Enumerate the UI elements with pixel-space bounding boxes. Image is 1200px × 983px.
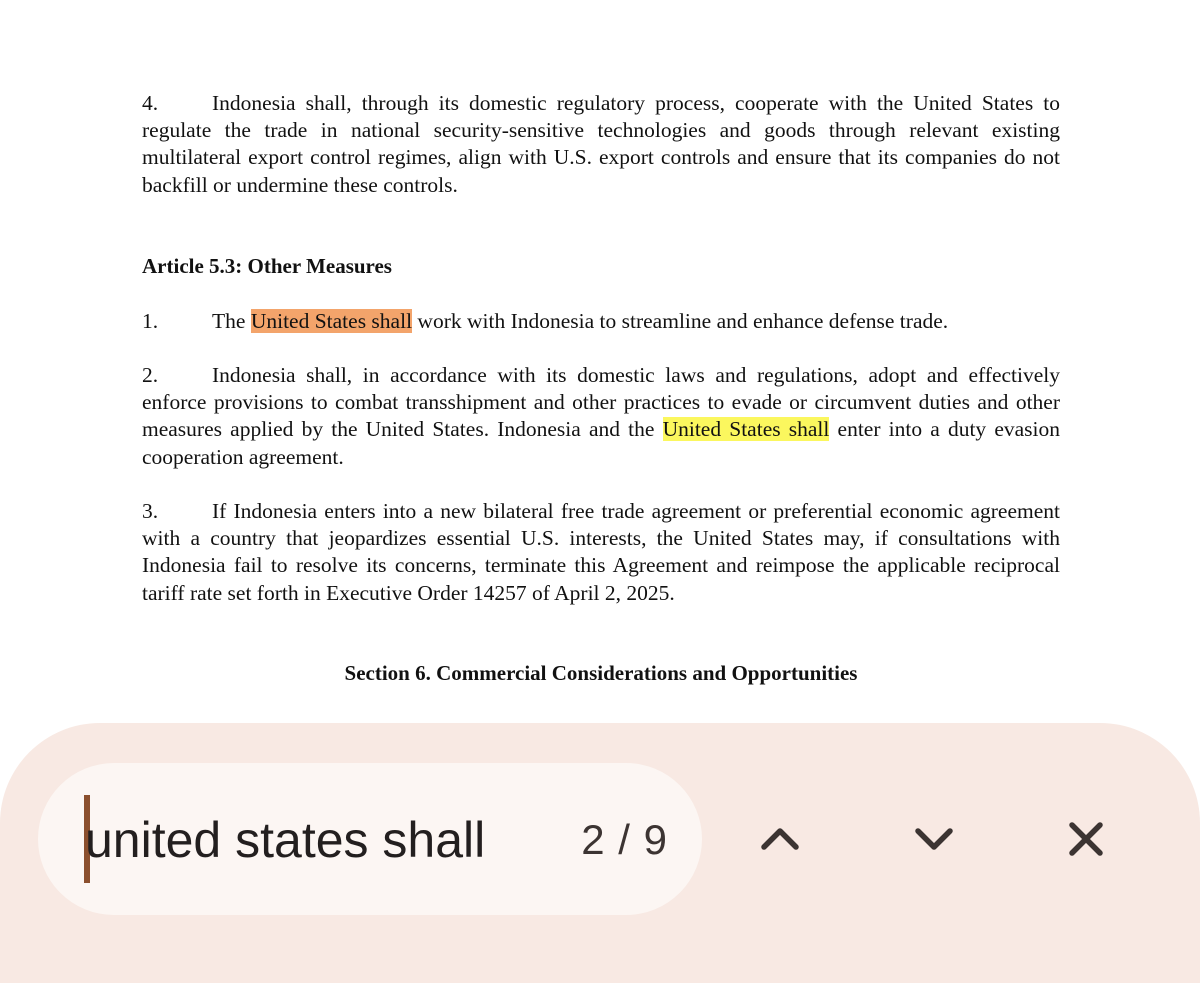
- paragraph-number: 1.: [142, 309, 159, 333]
- paragraph-text-after: enter into a duty evasion cooperation agreement.: [142, 417, 1061, 469]
- find-in-page-bar: [0, 723, 1200, 983]
- paragraph-number: 3.: [142, 499, 159, 523]
- previous-match-button[interactable]: [740, 799, 820, 879]
- paragraph-1: [142, 308, 1060, 335]
- chevron-up-icon: [758, 817, 802, 861]
- section-heading: Section 6. Commercial Considerations and Opportunities: [344, 661, 858, 685]
- article-heading: Article 5.3: Other Measures: [142, 254, 392, 278]
- paragraph-2: [142, 362, 1060, 471]
- chevron-down-icon: [912, 817, 956, 861]
- search-query-text[interactable]: united states shall: [85, 812, 486, 868]
- paragraph-3: [142, 498, 1060, 607]
- search-match-current: United States shall: [250, 309, 413, 333]
- find-input-field[interactable]: [38, 763, 702, 915]
- close-icon: [1064, 817, 1108, 861]
- paragraph-text-before: Indonesia shall, in accordance with its domestic laws and regulations, adopt and effectively enforce provisions to combat transshipment and other practices to evade or circumvent duties and other measures applied by the United States. Indonesia and the: [142, 363, 1060, 442]
- paragraph-text-before: The: [212, 309, 251, 333]
- paragraph-text-after: work with Indonesia to streamline and enhance defense trade.: [412, 309, 949, 333]
- close-find-button[interactable]: [1046, 799, 1126, 879]
- paragraph-text: Indonesia shall, through its domestic regulatory process, cooperate with the United States to regulate the trade in national security-sensitive technologies and goods through relevant existing multilateral export control regimes, align with U.S. export controls and ensure that its companies do not backfill or undermine these controls.: [142, 91, 1060, 197]
- paragraph-4: [142, 90, 1060, 199]
- paragraph-number: 4.: [142, 91, 159, 115]
- match-counter: 2 / 9: [581, 816, 668, 863]
- next-match-button[interactable]: [894, 799, 974, 879]
- paragraph-number: 2.: [142, 363, 159, 387]
- search-match: United States shall: [662, 417, 830, 442]
- paragraph-text: If Indonesia enters into a new bilateral free trade agreement or preferential economic agreement with a country that jeopardizes essential U.S. interests, the United States may, if consultations with Indonesia fail to resolve its concerns, terminate this Agreement and reimpose the applicable reciprocal tariff rate set forth in Executive Order 14257 of April 2, 2025.: [142, 499, 1060, 605]
